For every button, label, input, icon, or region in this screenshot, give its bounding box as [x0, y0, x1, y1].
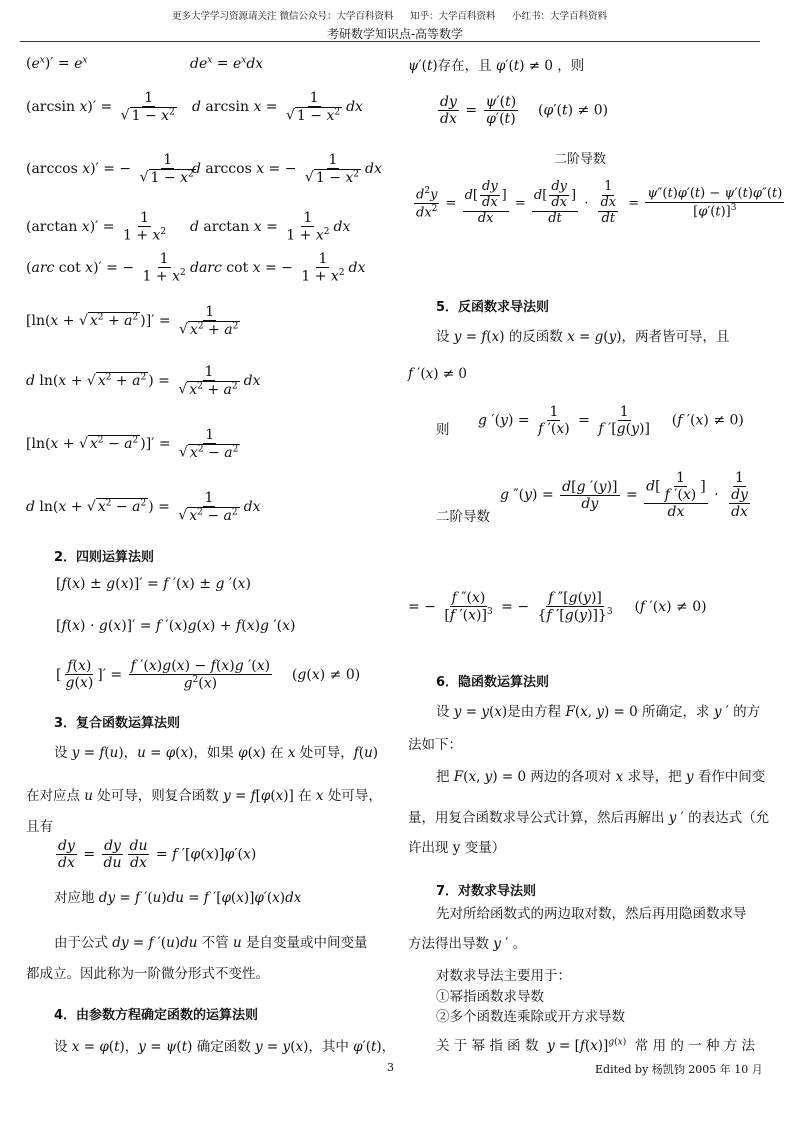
formula-quotient-rule: [ $\frac{f(x)}{g(x)}$ ]′ = $\frac{f '(x)g(x) - f(x)g '(x)}{g^2(x)}$ (g(x) ≠ 0): [56, 658, 361, 692]
formula-arctan-derivative: (arctan x)′ = $\frac{1}{1 + x^2}$: [26, 210, 167, 244]
formula-inverse-second-derivative-result: = − $\frac{f ''(x)}{[f '(x)]^3}$ = − $\frac{f ''[g(y)]}{\{f '[g(y)]\}^3}$ (f ′(x) ≠ 0): [408, 590, 707, 624]
section-6-para-1: 设 y = y(x)是由方程 F(x, y) = 0 所确定，求 y ′ 的方: [436, 704, 761, 720]
header-rule: [20, 41, 760, 42]
section-6-para-4: 量，用复合函数求导公式计算，然后再解出 y ′ 的表达式（允: [408, 810, 770, 826]
header-right: 小红书：大学百科资料: [512, 11, 608, 22]
formula-exp-derivative: $(e^x)' = e^x$: [26, 55, 88, 72]
formula-inverse-derivative: g ′(y) = $\frac{1}{f '(x)}$ = $\frac{1}{f '[g(y)]}$ (f ′(x) ≠ 0): [478, 404, 744, 438]
section-6-para-2: 法如下：: [408, 737, 462, 753]
formula-ln-plus-differential: d ln(x + √ $x^2 + a^2$ ) = $\frac{1}{√ x^2 + a^2}$ dx: [26, 364, 261, 398]
formula-ln-minus-differential: d ln(x + √ $x^2 - a^2$ ) = $\frac{1}{√ x^2 - a^2}$ dx: [26, 490, 261, 524]
right-para-1: ψ′(t)存在，且 φ′(t) ≠ 0 ，则: [408, 58, 585, 74]
header-title: 考研数学知识点-高等数学: [327, 27, 464, 41]
formula-product-rule: [f(x) · g(x)]′ = f ′(x)g(x) + f(x)g ′(x): [56, 618, 296, 634]
section-7-para-3: 对数求导法主要用于：: [436, 968, 571, 984]
section-7-para-2: 方法得出导数 y ′ 。: [408, 936, 527, 952]
formula-ln-minus-derivative: [ln(x + √ $x^2 - a^2$ )]′ = $\frac{1}{√ x^2 - a^2}$: [26, 427, 239, 461]
section-6-title: 6．隐函数运算法则: [436, 675, 550, 690]
formula-inverse-second-derivative: g ″(y) = $\frac{d[g '(y)]}{dy}$ = d[ $\frac{1}{f '(x)}$ ] dx · 1 $\frac{dy}{dx}$: [500, 470, 748, 521]
section-7-para-5: ②多个函数连乘除或开方求导数: [436, 1009, 625, 1025]
section-5-para-2: f ′(x) ≠ 0: [408, 366, 467, 382]
formula-arctan-differential: d arctan x = $\frac{1}{1 + x^2}$ dx: [190, 210, 351, 244]
section-7-para-4: ①幂指函数求导数: [436, 989, 544, 1005]
section-3-para-4: 对应地 dy = f ′(u)du = f ′[φ(x)]φ′(x)dx: [54, 890, 302, 906]
section-3-para-2: 在对应点 u 处可导，则复合函数 y = f[φ(x)] 在 x 处可导，: [26, 788, 382, 804]
formula-ln-plus-derivative: [ln(x + √ $x^2 + a^2$ )]′ = $\frac{1}{√ x^2 + a^2}$: [26, 304, 239, 338]
formula-arccos-differential: d arccos x = − $\frac{1}{√ 1 - x^2}$ dx: [192, 152, 382, 186]
header-left: 更多大学学习资源请关注 微信公众号：大学百科资料: [172, 11, 394, 22]
formula-arccot-derivative: (arc cot x)′ = − $\frac{1}{1 + x^2}$: [26, 251, 186, 285]
formula-parametric-derivative: $\frac{dy}{dx}$ = $\frac{\psi'(t)}{\varphi'(t)}$ (φ′(t) ≠ 0): [440, 94, 609, 128]
section-3-title: 3．复合函数运算法则: [54, 716, 181, 731]
formula-arcsin-derivative: (arcsin x)′ = $\frac{1}{√ 1 - x^2}$: [26, 90, 175, 124]
section-5-para-1: 设 y = f(x) 的反函数 x = g(y)，两者皆可导，且: [436, 329, 730, 345]
footer-edited-by: Edited by 杨凯钧 2005 年 10 月: [595, 1063, 763, 1076]
section-2-title: 2．四则运算法则: [54, 550, 155, 565]
section-5-then: 则: [436, 422, 450, 438]
section-7-title: 7．对数求导法则: [436, 884, 537, 899]
second-derivative-label: 二阶导数: [554, 152, 607, 167]
section-6-para-5: 许出现 y 变量）: [408, 840, 506, 856]
page-number: 3: [387, 1061, 394, 1074]
formula-chain-rule: $\frac{dy}{dx}$ = $\frac{dy}{du}$ $\frac{du}{dx}$ = f ′[φ(x)]φ′(x): [58, 838, 257, 872]
section-5-second-derivative-label: 二阶导数: [436, 509, 490, 525]
section-7-para-6: 关 于 幂 指 函 数 $y = [f(x)]^{g(x)}$ 常 用 的 一 种 方 法: [436, 1037, 756, 1054]
section-5-title: 5．反函数求导法则: [436, 300, 550, 315]
section-3-para-1: 设 y = f(u)，u = φ(x)，如果 φ(x) 在 x 处可导，f(u): [54, 745, 379, 761]
section-3-para-5: 由于公式 dy = f ′(u)du 不管 u 是自变量或中间变量: [54, 935, 368, 951]
section-7-para-1: 先对所给函数式的两边取对数，然后再用隐函数求导: [436, 906, 747, 922]
section-3-para-6: 都成立。因此称为一阶微分形式不变性。: [26, 966, 269, 982]
formula-arccos-derivative: (arccos x)′ = − $\frac{1}{√ 1 - x^2}$: [26, 152, 194, 186]
formula-exp-differential: $de^x = e^xdx$: [190, 55, 264, 72]
section-4-para-1: 设 x = φ(t)，y = ψ(t) 确定函数 y = y(x)，其中 φ′(t)，: [54, 1039, 396, 1055]
section-3-para-3: 且有: [26, 819, 53, 835]
formula-parametric-second-derivative: $\frac{d^2y}{dx^2}$ = d[ $\frac{dy}{dx}$ ] dx = d[ $\frac{dy}{dx}$ ] dt · 1 $\frac{dx}{dt}$ = $\frac{\psi''(t)\varphi'(t) - \psi'(t)\varphi''(t)}{[\varphi'(t)]^3}$: [416, 179, 783, 226]
formula-arcsin-differential: d arcsin x = $\frac{1}{√ 1 - x^2}$ dx: [192, 90, 363, 124]
formula-arccot-differential: darc cot x = − $\frac{1}{1 + x^2}$ dx: [190, 251, 366, 285]
formula-sum-rule: [f(x) ± g(x)]′ = f ′(x) ± g ′(x): [56, 576, 251, 592]
section-4-title: 4．由参数方程确定函数的运算法则: [54, 1008, 259, 1023]
section-6-para-3: 把 F(x, y) = 0 两边的各项对 x 求导，把 y 看作中间变: [436, 769, 766, 785]
header-middle: 知乎：大学百科资料: [410, 11, 496, 22]
